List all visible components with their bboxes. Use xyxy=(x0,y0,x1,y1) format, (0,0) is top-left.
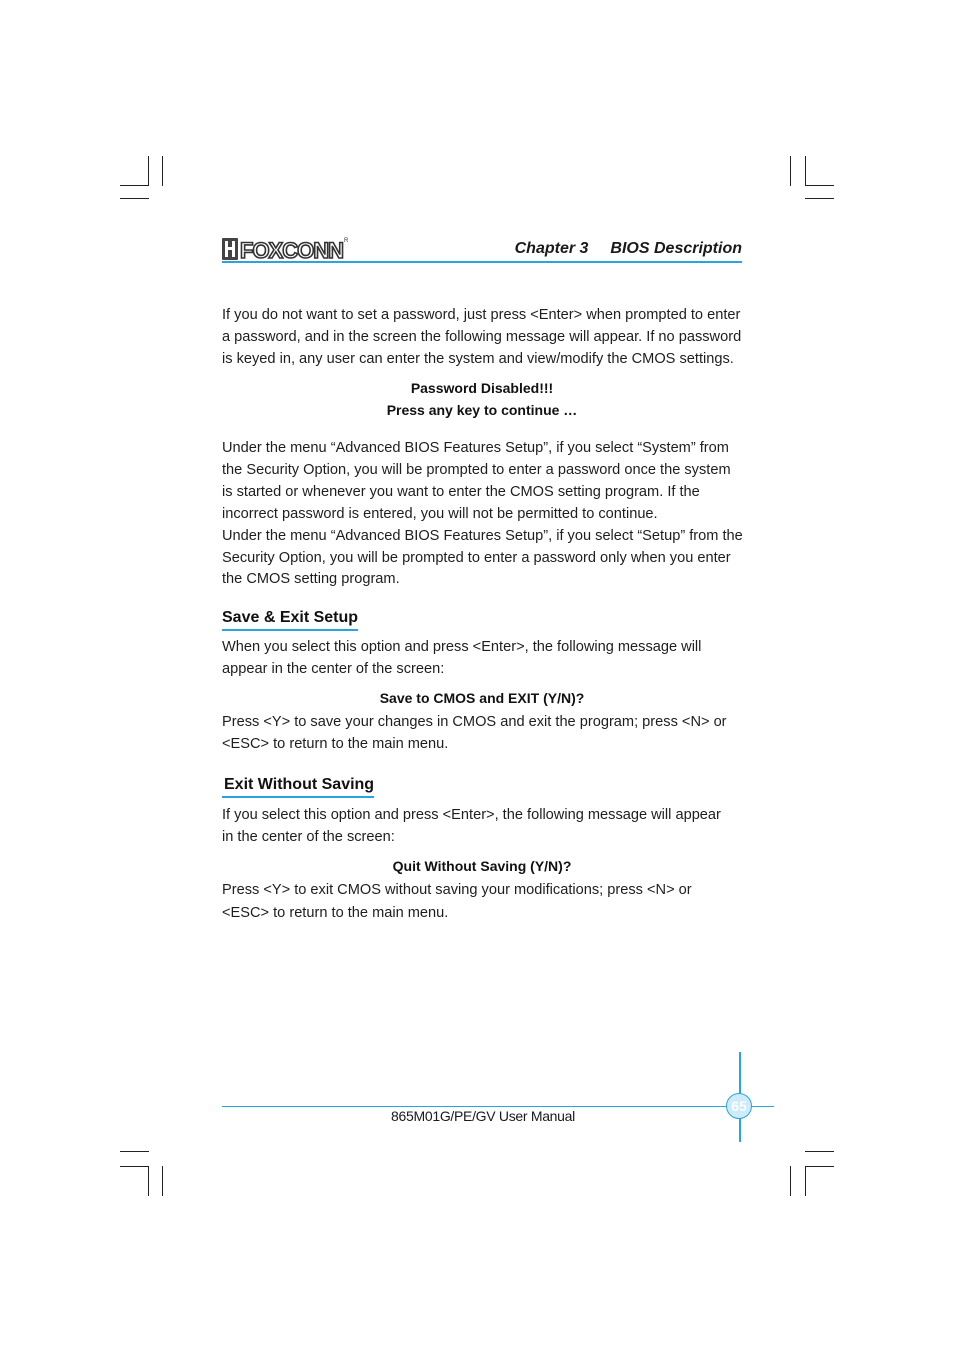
text-line: If you select this option and press <Enter>, the following message will appear xyxy=(222,807,721,823)
crop-mark xyxy=(805,185,834,186)
text-line: Press <Y> to exit CMOS without saving your modifications; press <N> or xyxy=(222,882,692,898)
crop-mark xyxy=(120,198,149,199)
crop-mark xyxy=(805,198,834,199)
crop-mark xyxy=(148,156,149,186)
crop-mark xyxy=(162,1166,163,1196)
text-line: incorrect password is entered, you will not be permitted to continue. xyxy=(222,505,658,522)
text-line: is keyed in, any user can enter the system and view/modify the CMOS settings. xyxy=(222,350,734,367)
header-rule xyxy=(222,261,742,263)
footer-rule xyxy=(222,1106,774,1107)
chapter-title xyxy=(500,240,742,258)
crop-mark xyxy=(805,1166,806,1196)
crop-mark xyxy=(790,1166,791,1196)
text-line: is started or whenever you want to enter the CMOS setting program. If the xyxy=(222,483,700,500)
exit-without-saving-instructions xyxy=(222,880,752,925)
save-exit-message: Save to CMOS and EXIT (Y/N)? xyxy=(379,690,585,706)
svg-text:R: R xyxy=(344,238,349,244)
crop-mark xyxy=(805,156,806,186)
text-line: Under the menu “Advanced BIOS Features Setup”, if you select “System” from xyxy=(222,440,729,456)
text-line: appear in the center of the screen: xyxy=(222,660,445,677)
foxconn-logo xyxy=(222,234,352,264)
security-paragraph xyxy=(222,438,752,591)
save-exit-instructions xyxy=(222,712,752,756)
crop-mark xyxy=(120,1166,149,1167)
crop-mark xyxy=(805,1166,834,1167)
message-line: Password Disabled!!! xyxy=(410,380,554,396)
exit-without-saving-message: Quit Without Saving (Y/N)? xyxy=(392,858,572,874)
message-line: Press any key to continue … xyxy=(386,402,578,418)
crop-mark xyxy=(790,156,791,186)
crop-mark xyxy=(162,156,163,186)
manual-title: 865M01G/PE/GV User Manual xyxy=(391,1108,575,1124)
save-exit-heading: Save & Exit Setup xyxy=(222,609,358,631)
text-line: the Security Option, you will be prompted to enter a password once the system xyxy=(222,461,731,478)
exit-without-saving-text xyxy=(222,805,752,849)
exit-without-saving-heading: Exit Without Saving xyxy=(222,776,374,798)
password-disabled-message xyxy=(222,377,742,421)
crop-mark xyxy=(120,185,149,186)
page-number: 65 xyxy=(726,1093,752,1119)
text-line: If you do not want to set a password, just press <Enter> when prompted to enter xyxy=(222,307,741,323)
chapter-section: BIOS Description xyxy=(610,240,742,257)
text-line: Under the menu “Advanced BIOS Features Setup”, if you select “Setup” from the xyxy=(222,527,743,544)
foxconn-logo-graphic xyxy=(222,234,352,264)
text-line: Press <Y> to save your changes in CMOS and exit the program; press <N> or xyxy=(222,714,727,730)
crop-mark xyxy=(148,1166,149,1196)
logo-wordmark: FOXCONN xyxy=(240,238,343,263)
text-line: the CMOS setting program. xyxy=(222,571,400,588)
text-line: Security Option, you will be prompted to enter a password only when you enter xyxy=(222,549,731,566)
chapter-number: Chapter 3 xyxy=(514,240,589,257)
text-line: <ESC> to return to the main menu. xyxy=(222,735,449,752)
text-line: in the center of the screen: xyxy=(222,828,395,845)
save-exit-text xyxy=(222,637,752,681)
text-line: When you select this option and press <Enter>, the following message will xyxy=(222,639,702,655)
intro-paragraph xyxy=(222,305,752,371)
crop-mark xyxy=(120,1151,149,1152)
text-line: a password, and in the screen the following message will appear. If no password xyxy=(222,328,742,345)
text-line: <ESC> to return to the main menu. xyxy=(222,904,449,921)
crop-mark xyxy=(805,1151,834,1152)
